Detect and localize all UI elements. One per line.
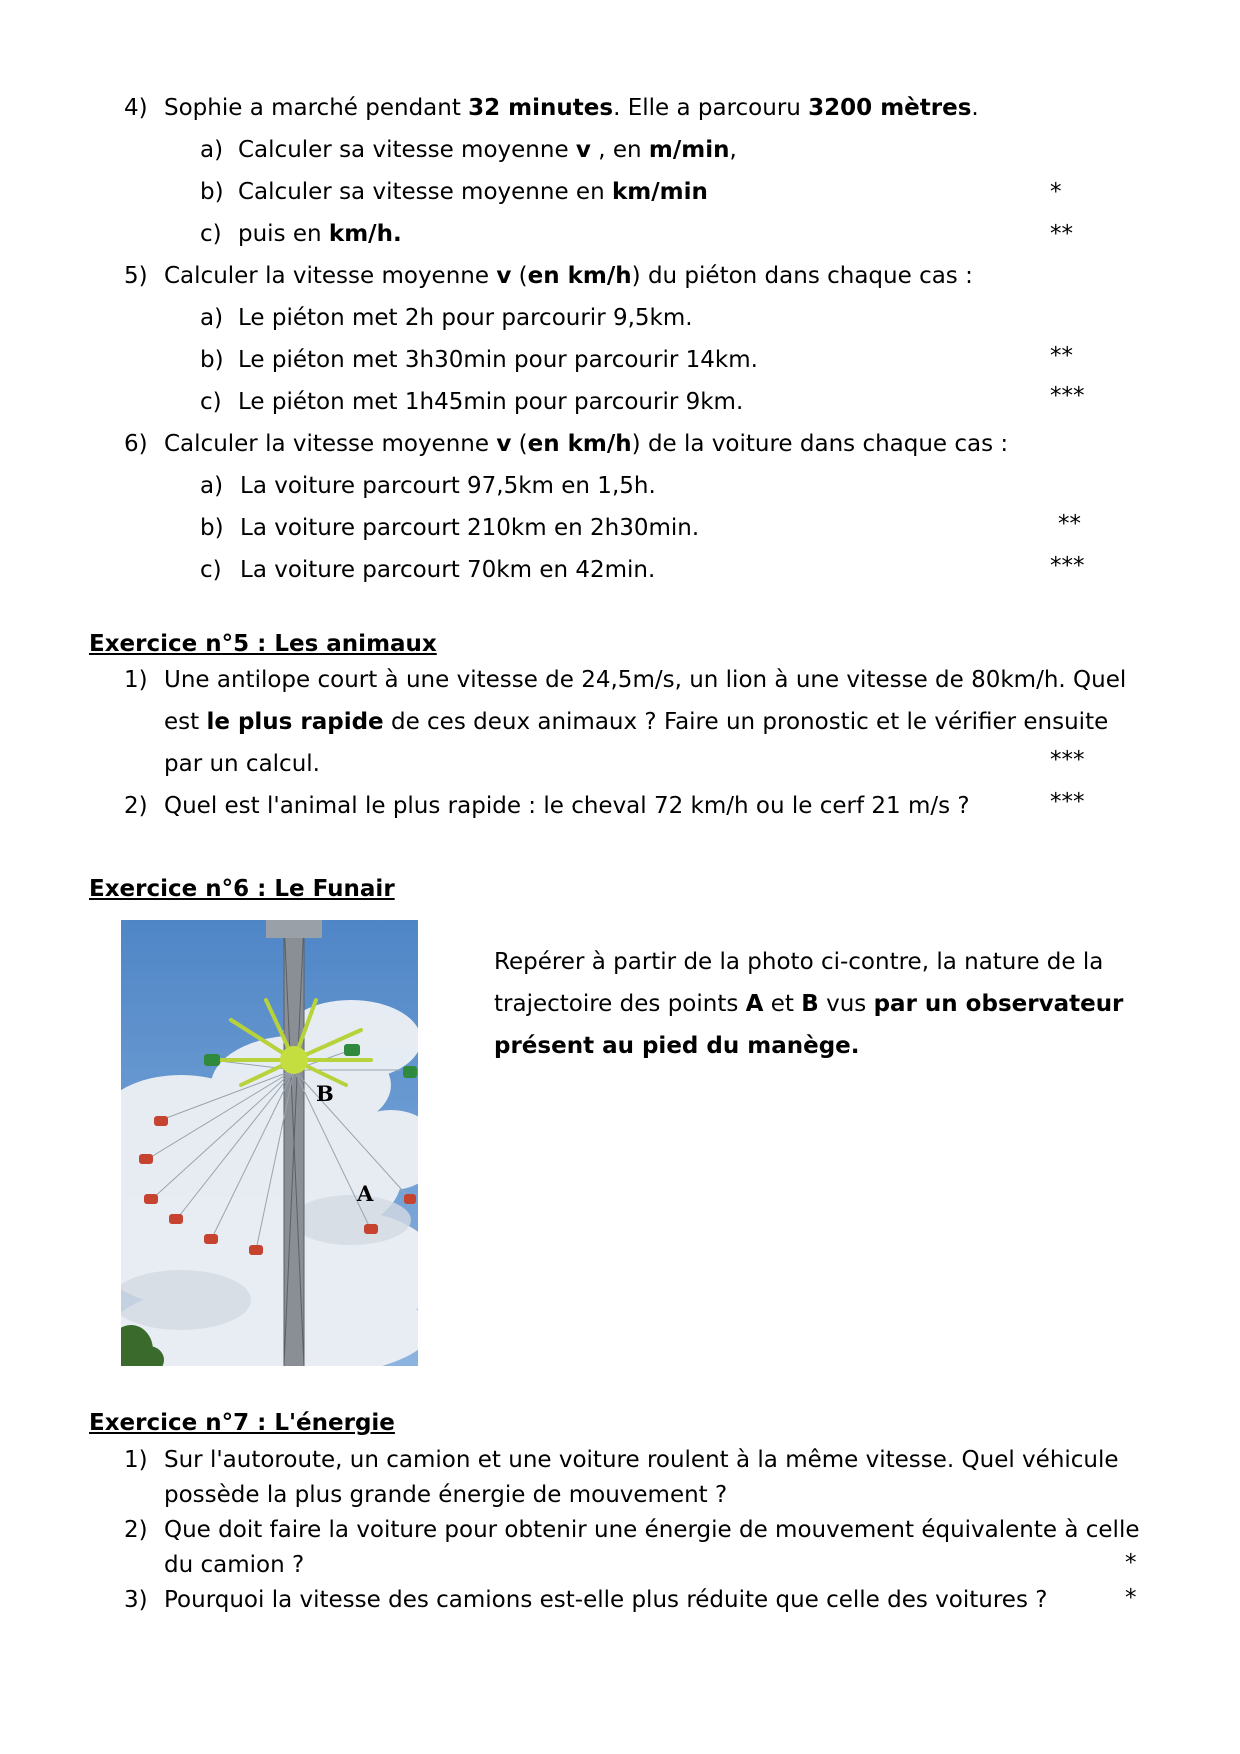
q4c-text: puis en km/h. [238,221,402,247]
ex7-q2-line2: du camion ? [164,1552,305,1578]
q5c-text: Le piéton met 1h45min pour parcourir 9km. [238,389,744,415]
ex7-q2-line1: Que doit faire la voiture pour obtenir une énergie de mouvement équivalente à celle [164,1517,1140,1543]
ex5-q1-difficulty: *** [1050,747,1085,773]
q6c-text: La voiture parcourt 70km en 42min. [240,557,656,583]
q4a-text: Calculer sa vitesse moyenne v , en m/min, [238,137,737,163]
q4-number: 4) [124,95,148,121]
q5c-label: c) [200,389,222,415]
q5b-text: Le piéton met 3h30min pour parcourir 14km. [238,347,758,373]
ex7-q2-difficulty: * [1125,1550,1137,1576]
q4c-difficulty: ** [1050,221,1073,247]
q5b-label: b) [200,347,224,373]
ex7-q1-line1: Sur l'autoroute, un camion et une voiture roulent à la même vitesse. Quel véhicule [164,1447,1119,1473]
q6a-text: La voiture parcourt 97,5km en 1,5h. [240,473,656,499]
q4b-difficulty: * [1050,179,1062,205]
ex6-instruction-line1: Repérer à partir de la photo ci-contre, la nature de la [494,949,1104,975]
q4a-label: a) [200,137,224,163]
ex5-q2-difficulty: *** [1050,789,1085,815]
q5-statement: Calculer la vitesse moyenne v (en km/h) du piéton dans chaque cas : [164,263,973,289]
ex5-q2-text: Quel est l'animal le plus rapide : le cheval 72 km/h ou le cerf 21 m/s ? [164,793,970,819]
q4c-label: c) [200,221,222,247]
point-a-label: A [357,1181,374,1206]
q5-number: 5) [124,263,148,289]
ex5-title: Exercice n°5 : Les animaux [89,631,437,657]
funair-photo [121,920,418,1366]
ex6-title: Exercice n°6 : Le Funair [89,876,395,902]
ex7-title: Exercice n°7 : L'énergie [89,1410,395,1436]
q6c-difficulty: *** [1050,553,1085,579]
ex7-q1-number: 1) [124,1447,148,1473]
ex6-instruction-line2: trajectoire des points A et B vus par un observateur [494,991,1124,1017]
q6c-label: c) [200,557,222,583]
ex5-q1-line3: par un calcul. [164,751,320,777]
q5a-text: Le piéton met 2h pour parcourir 9,5km. [238,305,693,331]
q6b-text: La voiture parcourt 210km en 2h30min. [240,515,700,541]
ex5-q1-line2: est le plus rapide de ces deux animaux ? Faire un pronostic et le vérifier ensuite [164,709,1109,735]
ex5-q1-number: 1) [124,667,148,693]
q6b-difficulty: ** [1058,511,1081,537]
ex5-q2-number: 2) [124,793,148,819]
ex6-instruction-line3: présent au pied du manège. [494,1033,860,1059]
q5c-difficulty: *** [1050,383,1085,409]
ex5-q1-line1: Une antilope court à une vitesse de 24,5m/s, un lion à une vitesse de 80km/h. Quel [164,667,1127,693]
ex7-q1-line2: possède la plus grande énergie de mouvement ? [164,1482,728,1508]
q6b-label: b) [200,515,224,541]
q4b-label: b) [200,179,224,205]
ex7-q3-text: Pourquoi la vitesse des camions est-elle plus réduite que celle des voitures ? [164,1587,1048,1613]
ex7-q2-number: 2) [124,1517,148,1543]
q6-statement: Calculer la vitesse moyenne v (en km/h) de la voiture dans chaque cas : [164,431,1009,457]
q5a-label: a) [200,305,224,331]
q6a-label: a) [200,473,224,499]
q4-statement: Sophie a marché pendant 32 minutes. Elle a parcouru 3200 mètres. [164,95,979,121]
ex7-q3-difficulty: * [1125,1585,1137,1611]
q4b-text: Calculer sa vitesse moyenne en km/min [238,179,708,205]
q5b-difficulty: ** [1050,343,1073,369]
q6-number: 6) [124,431,148,457]
ex7-q3-number: 3) [124,1587,148,1613]
point-b-label: B [316,1081,334,1106]
